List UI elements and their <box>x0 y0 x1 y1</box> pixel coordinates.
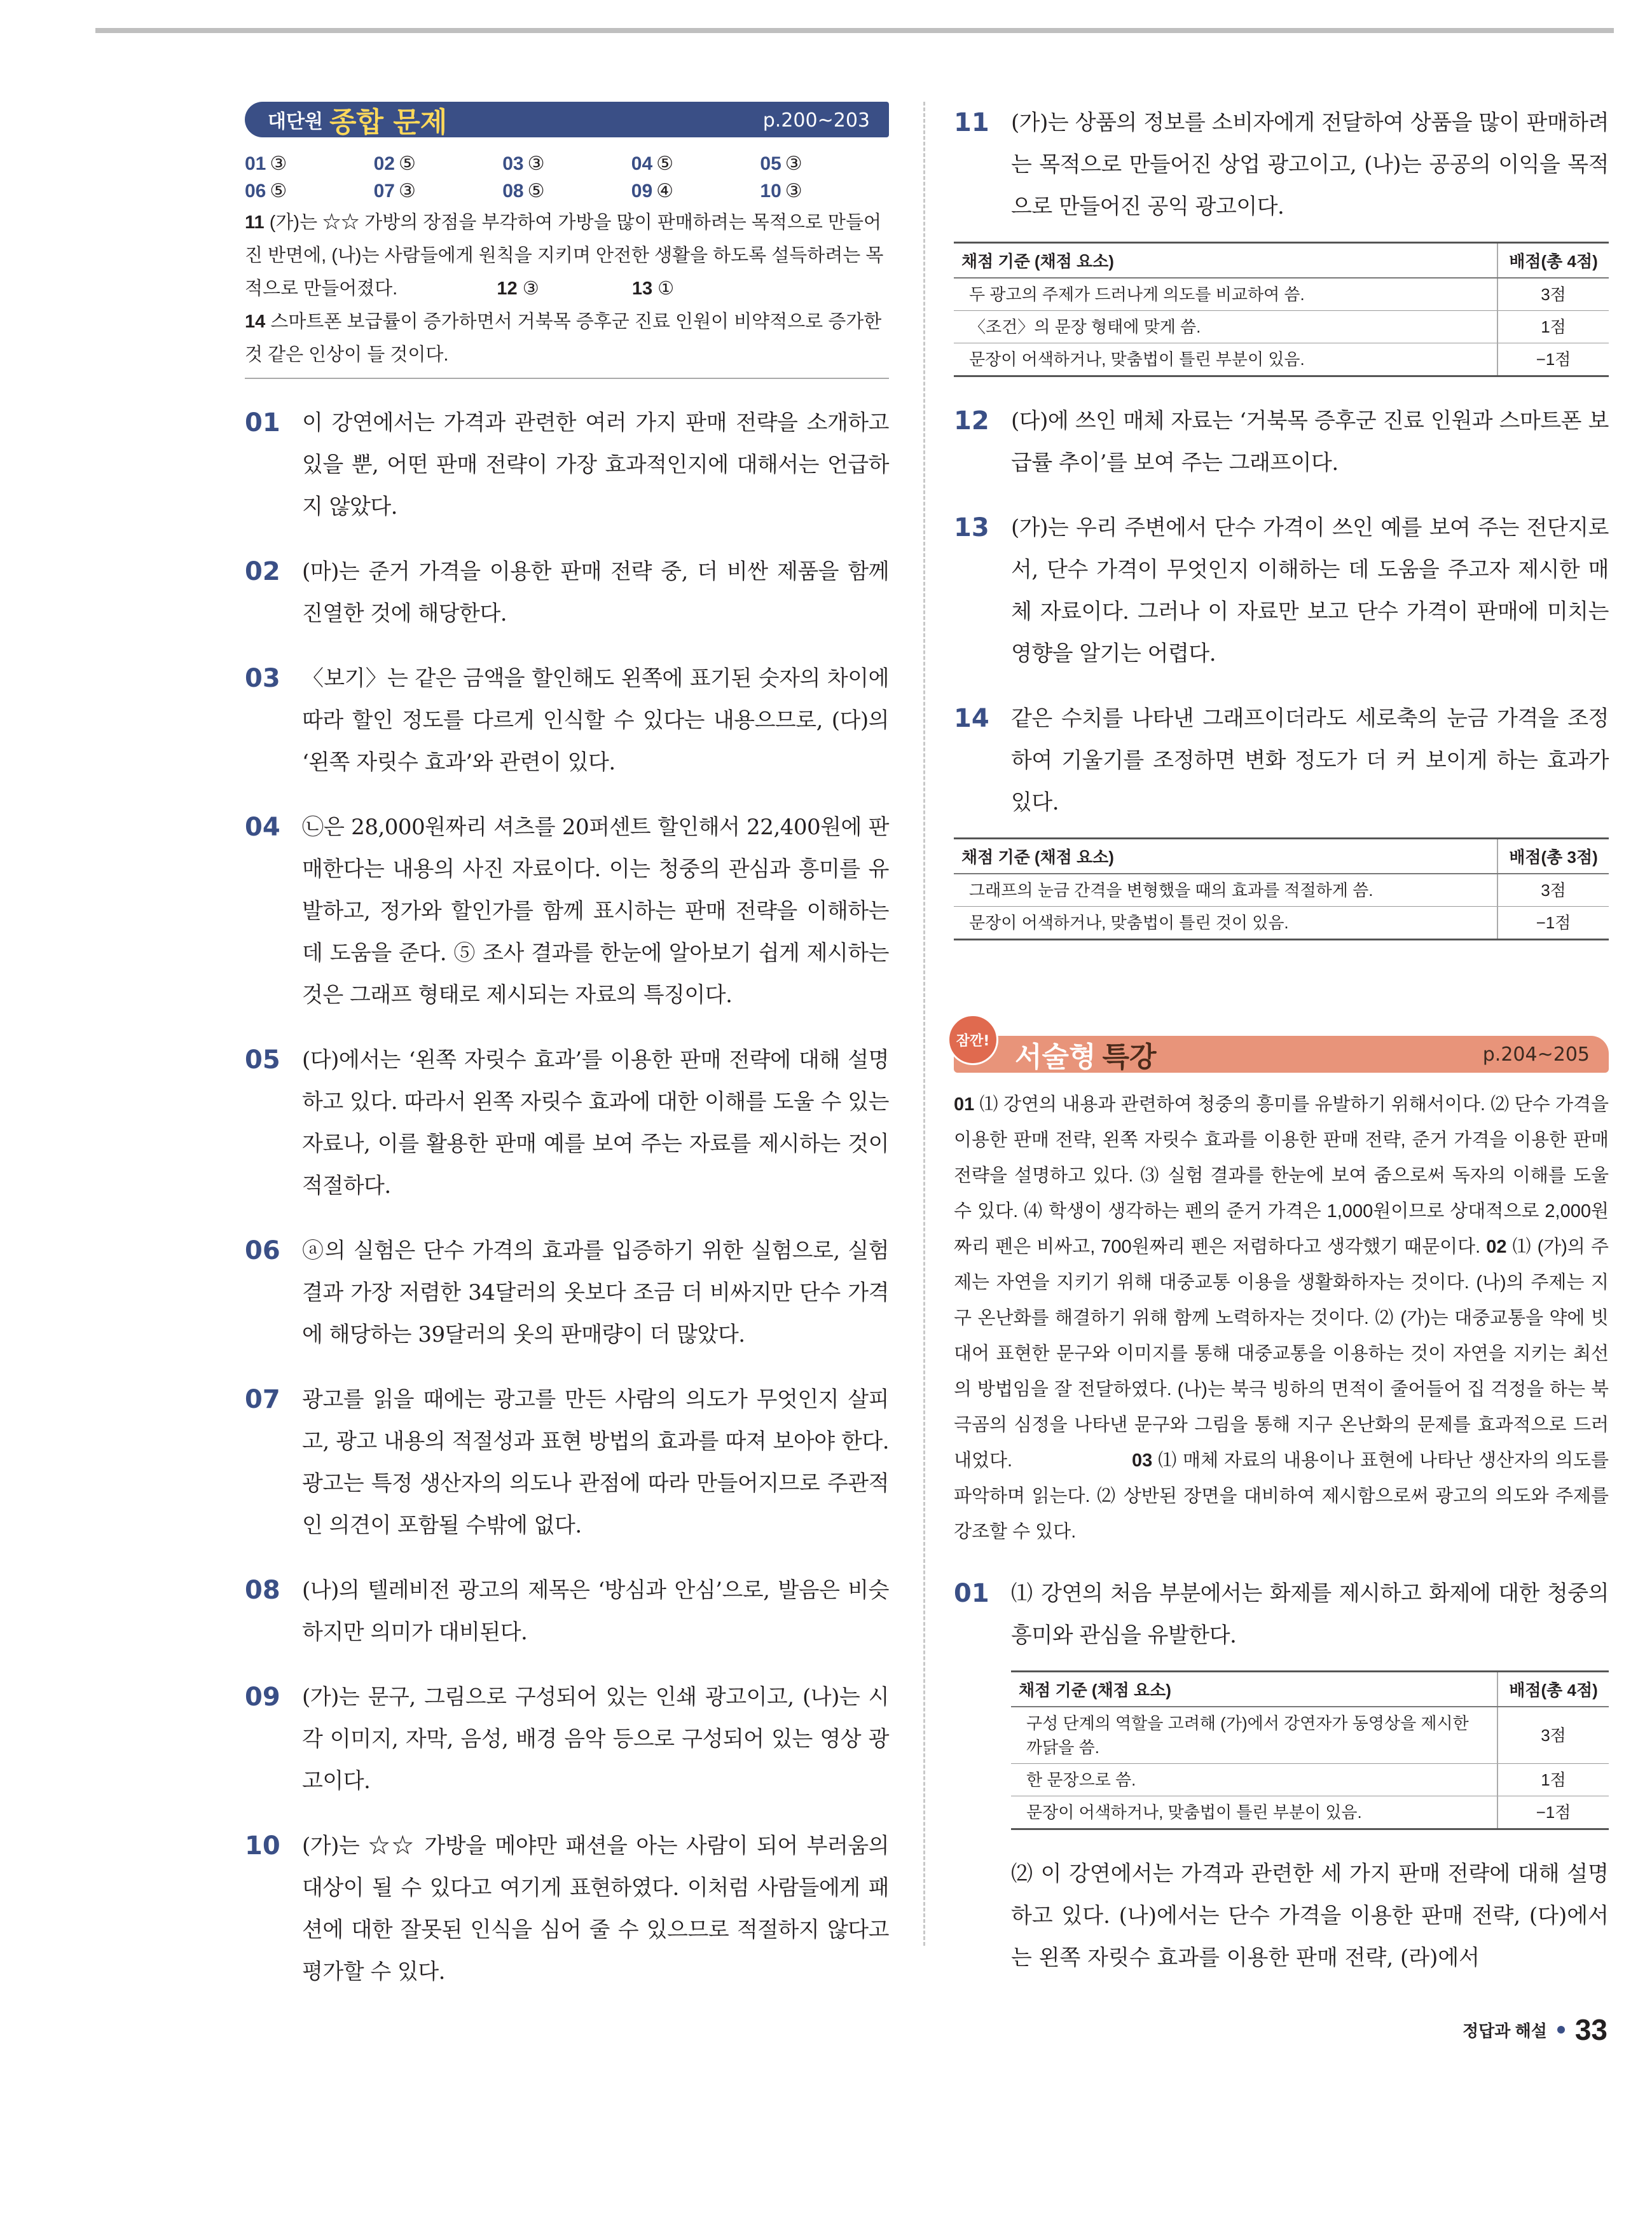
summary-answer: ③ <box>522 279 539 299</box>
question-item <box>954 507 1609 675</box>
summary-rule <box>245 378 889 379</box>
right-column <box>954 102 1609 1979</box>
question-text: 광고를 읽을 때에는 광고를 만든 사람의 의도가 무엇인지 살피고, 광고 내용의 적절성과 표현 방법의 효과를 따져 보아야 한다. 광고는 특정 생산자의 의도나 관점에 따라 만들어지므로 주관적인 의견이 포함될 수밖에 없다. <box>302 1387 889 1538</box>
question-item <box>245 806 889 1016</box>
question-number: 10 <box>245 1831 280 1861</box>
scoring-row: 문장이 어색하거나, 맞춤법이 틀린 부분이 있음. −1점 <box>1011 1796 1609 1829</box>
banner-page-range: p.204~205 <box>1482 1043 1590 1066</box>
scoring-row: 한 문장으로 씀. 1점 <box>1011 1764 1609 1796</box>
question-number: 12 <box>954 406 989 436</box>
answer-item: 02 ⑤ <box>373 153 416 174</box>
answer-item: 06 ⑤ <box>245 181 287 202</box>
question-number: 14 <box>954 704 989 733</box>
question-number: 05 <box>245 1045 280 1075</box>
question-number: 09 <box>245 1683 280 1712</box>
question-item <box>245 1825 889 1993</box>
summary-text: 스마트폰 보급률이 증가하면서 거북목 증후군 진료 인원이 비약적으로 증가한 것 같은 인상이 들 것이다. <box>245 312 882 365</box>
answer-item: 01 ③ <box>245 153 287 174</box>
question-item <box>245 1676 889 1802</box>
essay-num: 01 <box>954 1094 975 1115</box>
footer-label: 정답과 해설 <box>1463 2021 1547 2041</box>
summary-num: 12 <box>497 279 518 299</box>
essay-answers <box>954 1087 1609 1550</box>
badge-icon: 잠깐! <box>947 1014 998 1065</box>
question-number: 04 <box>245 813 280 842</box>
question-number: 01 <box>954 1579 989 1608</box>
scoring-row: 문장이 어색하거나, 맞춤법이 틀린 것이 있음. −1점 <box>954 907 1609 940</box>
scoring-table <box>1011 1670 1609 1830</box>
essay-text: ⑴ (가)의 주제는 자연을 지키기 위해 대중교통 이용을 생활화하자는 것이다. (나)의 주제는 지구 온난화를 해결하기 위해 함께 노력하자는 것이다. ⑵ (가)는 대중교통을 약에 빗대어 표현한 문구와 이미지를 통해 대중교통을 이용하는 것이 자연을 지키는 최선의 방법임을 잘 전달하였다. (나)는 북극 빙하의 면적이 줄어들어 집 걱정을 하는 북극곰의 심정을 나타낸 문구와 그림을 통해 지구 온난화의 문제를 효과적으로 드러내었다. <box>954 1237 1609 1471</box>
answer-item: 05 ③ <box>760 153 802 174</box>
question-text: (다)에 쓰인 매체 자료는 ‘거북목 증후군 진료 인원과 스마트폰 보급률 추이’를 보여 주는 그래프이다. <box>1011 408 1609 476</box>
question-item <box>245 1230 889 1356</box>
answer-item: 07 ③ <box>373 181 416 202</box>
left-column <box>245 102 889 1993</box>
question-number: 11 <box>954 108 989 137</box>
question-text: ㉡은 28,000원짜리 셔츠를 20퍼센트 할인해서 22,400원에 판매한다는 내용의 사진 자료이다. 이는 청중의 관심과 흥미를 유발하고, 정가와 할인가를 함께 표시하는 판매 전략을 이해하는 데 도움을 준다. ⑤ 조사 결과를 한눈에 알아보기 쉽게 제시하는 것은 그래프 형태로 제시되는 자료의 특징이다. <box>302 815 889 1008</box>
question-number: 02 <box>245 557 280 586</box>
top-rule <box>95 28 1614 33</box>
question-text: ⑴ 강연의 처음 부분에서는 화제를 제시하고 화제에 대한 청중의 흥미와 관심을 유발한다. <box>1011 1581 1609 1648</box>
question-item <box>954 400 1609 484</box>
question-number: 03 <box>245 664 280 693</box>
unit-review-banner <box>245 102 889 137</box>
summary-num: 13 <box>631 279 653 299</box>
question-text: (가)는 우리 주변에서 단수 가격이 쓰인 예를 보여 주는 전단지로서, 단수 가격이 무엇인지 이해하는 데 도움을 주고자 제시한 매체 자료이다. 그러나 이 자료만 보고 단수 가격이 판매에 미치는 영향을 알기는 어렵다. <box>1011 515 1609 666</box>
answer-item: 09 ④ <box>631 181 674 202</box>
question-number: 08 <box>245 1576 280 1605</box>
question-continuation: ⑵ 이 강연에서는 가격과 관련한 세 가지 판매 전략에 대해 설명하고 있다. (나)에서는 단수 가격을 이용한 판매 전략, (다)에서는 왼쪽 자릿수 효과를 이용한 판매 전략, (라)에서 <box>1011 1861 1609 1971</box>
question-text: (다)에서는 ‘왼쪽 자릿수 효과’를 이용한 판매 전략에 대해 설명하고 있다. 따라서 왼쪽 자릿수 효과에 대한 이해를 도울 수 있는 자료나, 이를 활용한 판매 예를 보여 주는 자료를 제시하는 것이 적절하다. <box>302 1047 889 1199</box>
essay-text: ⑴ 매체 자료의 내용이나 표현에 나타난 생산자의 의도를 파악하며 읽는다. ⑵ 상반된 장면을 대비하여 제시함으로써 광고의 의도와 주제를 강조할 수 있다. <box>954 1450 1609 1542</box>
column-divider <box>923 102 925 1946</box>
summary-num: 14 <box>245 312 266 332</box>
answer-item: 08 ⑤ <box>502 181 545 202</box>
question-number: 06 <box>245 1236 280 1265</box>
scoring-header: 채점 기준 (채점 요소) <box>954 243 1497 279</box>
scoring-row: 문장이 어색하거나, 맞춤법이 틀린 부분이 있음. −1점 <box>954 343 1609 376</box>
question-item <box>245 657 889 783</box>
question-text: (나)의 텔레비전 광고의 제목은 ‘방심과 안심’으로, 발음은 비슷하지만 의미가 대비된다. <box>302 1578 889 1645</box>
scoring-header: 채점 기준 (채점 요소) <box>954 839 1497 874</box>
question-item <box>245 1039 889 1207</box>
question-item <box>245 551 889 635</box>
page-footer <box>1463 2013 1607 2047</box>
question-item <box>245 1569 889 1653</box>
summary-answer: ① <box>657 279 675 299</box>
answer-item: 04 ⑤ <box>631 153 674 174</box>
question-text: ⓐ의 실험은 단수 가격의 효과를 입증하기 위한 실험으로, 실험 결과 가장 저렴한 34달러의 옷보다 조금 더 비싸지만 단수 가격에 해당하는 39달러의 옷의 판매량이 더 많았다. <box>302 1238 889 1347</box>
question-number: 13 <box>954 513 989 542</box>
question-text: (가)는 상품의 정보를 소비자에게 전달하여 상품을 많이 판매하려는 목적으로 만들어진 상업 광고이고, (나)는 공공의 이익을 목적으로 만들어진 공익 광고이다. <box>1011 110 1609 219</box>
answer-grid <box>245 153 889 202</box>
scoring-points-header: 배점(총 4점) <box>1497 243 1609 279</box>
question-item <box>245 402 889 528</box>
banner-small-title: 서술형 <box>1015 1041 1096 1073</box>
question-item <box>954 1573 1609 1656</box>
answer-item: 03 ③ <box>502 153 545 174</box>
scoring-row: 그래프의 눈금 간격을 변형했을 때의 효과를 적절하게 씀. 3점 <box>954 874 1609 907</box>
banner-big-title: 종합 문제 <box>329 106 448 139</box>
summary-num: 11 <box>245 212 265 233</box>
question-text: 〈보기〉는 같은 금액을 할인해도 왼쪽에 표기된 숫자의 차이에 따라 할인 정도를 다르게 인식할 수 있다는 내용으므로, (다)의 ‘왼쪽 자릿수 효과’와 관련이 있다. <box>302 666 889 775</box>
question-text: 이 강연에서는 가격과 관련한 여러 가지 판매 전략을 소개하고 있을 뿐, 어떤 판매 전략이 가장 효과적인지에 대해서는 언급하지 않았다. <box>302 410 889 520</box>
page-number: 33 <box>1574 2013 1607 2046</box>
banner-page-range: p.200~203 <box>762 109 870 132</box>
question-number: 07 <box>245 1385 280 1414</box>
summary-text: (가)는 ☆☆ 가방의 장점을 부각하여 가방을 많이 판매하려는 목적으로 만들어진 반면에, (나)는 사람들에게 원칙을 지키며 안전한 생활을 하도록 설득하려는 목적으로 만들어졌다. <box>245 212 884 299</box>
scoring-row: 〈조건〉의 문장 형태에 맞게 씀. 1점 <box>954 311 1609 343</box>
summary-answers <box>245 206 889 371</box>
question-text: 같은 수치를 나타낸 그래프이더라도 세로축의 눈금 가격을 조정하여 기울기를 조정하면 변화 정도가 더 커 보이게 하는 효과가 있다. <box>1011 706 1609 815</box>
scoring-row: 구성 단계의 역할을 고려해 (가)에서 강연자가 동영상을 제시한 까닭을 씀. 3점 <box>1011 1707 1609 1764</box>
question-item <box>954 102 1609 228</box>
essay-special-banner <box>954 1033 1609 1073</box>
question-number: 01 <box>245 408 280 437</box>
bullet-icon <box>1557 2026 1565 2034</box>
question-item <box>245 1379 889 1546</box>
scoring-points-header: 배점(총 3점) <box>1497 839 1609 874</box>
essay-num: 02 <box>1486 1237 1507 1257</box>
scoring-table <box>954 242 1609 377</box>
essay-num: 03 <box>1132 1450 1153 1471</box>
banner-small-title: 대단원 <box>268 111 323 133</box>
scoring-points-header: 배점(총 4점) <box>1497 1672 1609 1707</box>
scoring-header: 채점 기준 (채점 요소) <box>1011 1672 1497 1707</box>
question-text: (가)는 문구, 그림으로 구성되어 있는 인쇄 광고이고, (나)는 시각 이미지, 자막, 음성, 배경 음악 등으로 구성되어 있는 영상 광고이다. <box>302 1684 889 1794</box>
question-text: (마)는 준거 가격을 이용한 판매 전략 중, 더 비싼 제품을 함께 진열한 것에 해당한다. <box>302 559 889 626</box>
question-text: (가)는 ☆☆ 가방을 메야만 패션을 아는 사람이 되어 부러움의 대상이 될 수 있다고 여기게 표현하였다. 이처럼 사람들에게 패션에 대한 잘못된 인식을 심어 줄 수 있으므로 적절하지 않다고 평가할 수 있다. <box>302 1833 889 1985</box>
scoring-row: 두 광고의 주제가 드러나게 의도를 비교하여 씀. 3점 <box>954 278 1609 311</box>
question-item <box>954 698 1609 823</box>
banner-big-title: 특강 <box>1102 1041 1157 1073</box>
essay-text: ⑴ 강연의 내용과 관련하여 청중의 흥미를 유발하기 위해서이다. ⑵ 단수 가격을 이용한 판매 전략, 왼쪽 자릿수 효과를 이용한 판매 전략, 준거 가격을 이용한 판매 전략을 설명하고 있다. ⑶ 실험 결과를 한눈에 보여 줌으로써 독자의 이해를 도울 수 있다. ⑷ 학생이 생각하는 펜의 준거 가격은 1,000원이므로 상대적으로 2,000원짜리 펜은 비싸고, 700원짜리 펜은 저렴하다고 생각했기 때문이다. <box>954 1094 1609 1257</box>
scoring-table <box>954 837 1609 940</box>
answer-item: 10 ③ <box>760 181 802 202</box>
